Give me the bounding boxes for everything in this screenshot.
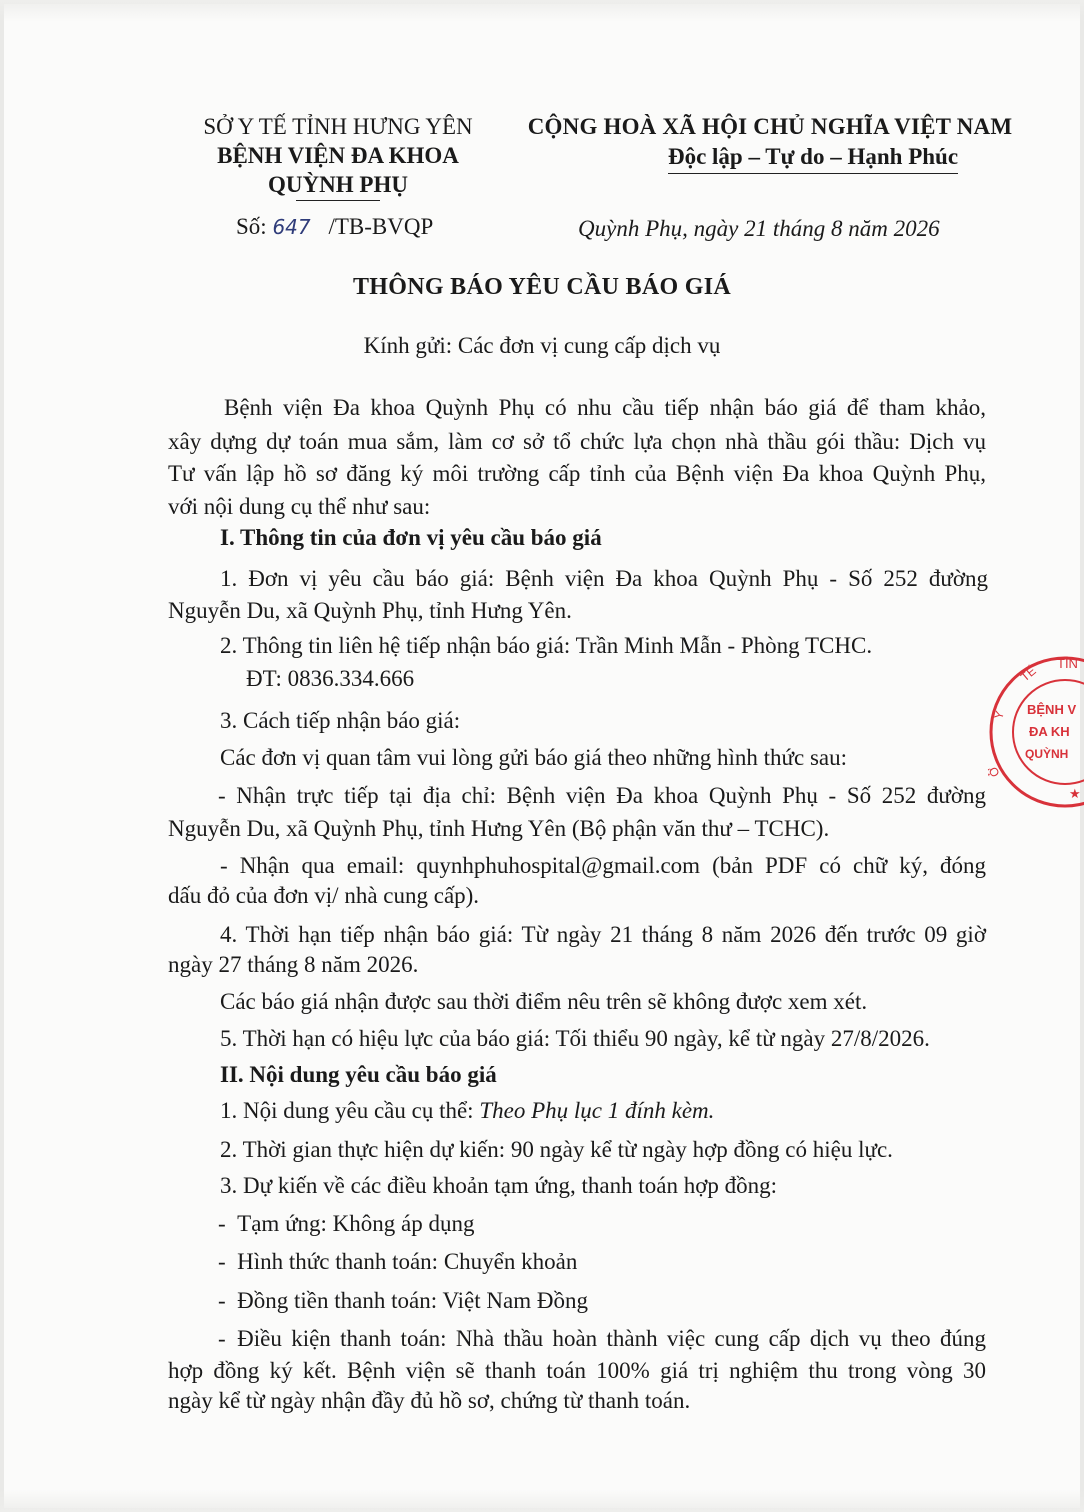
s2-bullet-advance	[218, 1209, 475, 1239]
payment-text-1: Điều kiện thanh toán: Nhà thầu hoàn thành việc cung cấp dịch vụ theo đúng	[237, 1326, 986, 1351]
bullet-dash: -	[218, 1288, 238, 1313]
bullet-dash: -	[218, 1211, 238, 1236]
s2-payment-line1	[218, 1324, 986, 1354]
s1-item2-phone: ĐT: 0836.334.666	[246, 666, 415, 691]
bullet-text: Hình thức thanh toán: Chuyển khoản	[237, 1249, 578, 1274]
section-2-heading: II. Nội dung yêu cầu báo giá	[220, 1062, 497, 1087]
national-header	[505, 112, 1035, 174]
intro-line-3: Tư vấn lập hồ sơ đăng ký môi trường cấp tỉnh của Bệnh viện Đa khoa Quỳnh Phụ,	[168, 461, 986, 486]
s2-item3: 3. Dự kiến về các điều khoản tạm ứng, thanh toán hợp đồng:	[220, 1173, 778, 1198]
stamp-ring-left-3: Ở	[985, 763, 1003, 780]
s1-item4-line1: 4. Thời hạn tiếp nhận báo giá: Từ ngày 21 tháng 8 năm 2026 đến trước 09 giờ	[220, 922, 986, 947]
s2-item2: 2. Thời gian thực hiện dự kiến: 90 ngày kể từ ngày hợp đồng có hiệu lực.	[220, 1137, 893, 1162]
bullet-text: Tạm ứng: Không áp dụng	[237, 1211, 475, 1236]
s1-item4-line2: ngày 27 tháng 8 năm 2026.	[168, 952, 419, 977]
national-motto: Độc lập – Tự do – Hạnh Phúc	[668, 142, 958, 174]
s1-item5: 5. Thời hạn có hiệu lực của báo giá: Tối thiểu 90 ngày, kể từ ngày 27/8/2026.	[220, 1026, 930, 1051]
document-title: THÔNG BÁO YÊU CẦU BÁO GIÁ	[353, 274, 731, 300]
s1-item3-email-line1: - Nhận qua email: quynhphuhospital@gmail.com (bản PDF có chữ ký, đóng	[220, 853, 986, 878]
section-1-heading: I. Thông tin của đơn vị yêu cầu báo giá	[220, 525, 602, 550]
bullet-text: Đồng tiền thanh toán: Việt Nam Đồng	[237, 1288, 588, 1313]
scan-edge-top	[0, 0, 1084, 22]
stamp-ring-top: TỈN	[1057, 656, 1078, 671]
doc-no-handwritten: 647	[272, 215, 311, 239]
date-line: Quỳnh Phụ, ngày 21 tháng 8 năm 2026	[578, 216, 940, 241]
s1-item1-line2: Nguyễn Du, xã Quỳnh Phụ, tỉnh Hưng Yên.	[168, 598, 572, 623]
s1-item3-email-line2: dấu đỏ của đơn vị/ nhà cung cấp).	[168, 883, 480, 908]
intro-line-1: Bệnh viện Đa khoa Quỳnh Phụ có nhu cầu tiếp nhận báo giá để tham khảo,	[224, 395, 986, 420]
s1-item3-direct-line1: - Nhận trực tiếp tại địa chỉ: Bệnh viện Đa khoa Quỳnh Phụ - Số 252 đường	[218, 783, 986, 808]
doc-no-suffix: /TB-BVQP	[328, 214, 434, 239]
stamp-text-1: BỆNH V	[1027, 702, 1077, 717]
doc-no-prefix: Số:	[236, 214, 267, 239]
intro-line-4: với nội dung cụ thể như sau:	[168, 494, 431, 519]
s2-item1-value: Theo Phụ lục 1 đính kèm.	[479, 1098, 715, 1123]
issuer-hospital: BỆNH VIỆN ĐA KHOA	[217, 143, 459, 168]
stamp-star-icon: ★	[1069, 787, 1081, 802]
stamp-text-2: ĐA KH	[1029, 724, 1070, 739]
s2-bullet-currency	[218, 1286, 588, 1316]
scan-edge-bottom	[0, 1490, 1084, 1512]
intro-line-2: xây dựng dự toán mua sắm, làm cơ sở tổ chức lựa chọn nhà thầu gói thầu: Dịch vụ	[168, 429, 986, 454]
s2-payment-line2: hợp đồng ký kết. Bệnh viện sẽ thanh toán 100% giá trị nghiệm thu trong vòng 30	[168, 1358, 986, 1383]
s1-item1-line1: 1. Đơn vị yêu cầu báo giá: Bệnh viện Đa khoa Quỳnh Phụ - Số 252 đường	[220, 566, 988, 591]
document-number	[236, 212, 433, 242]
s2-item1	[220, 1096, 714, 1126]
stamp-ring-left-2: Y	[991, 709, 1007, 721]
issuer-underline	[296, 200, 380, 201]
bullet-dash: -	[218, 1249, 238, 1274]
stamp-text-3: QUỲNH	[1025, 747, 1069, 761]
issuer-org: SỞ Y TẾ TỈNH HƯNG YÊN	[203, 114, 473, 139]
s2-payment-line3: ngày kể từ ngày nhận đầy đủ hồ sơ, chứng từ thanh toán.	[168, 1388, 691, 1413]
official-red-stamp	[985, 652, 1084, 812]
stamp-ring-left-1: TẾ	[1017, 663, 1039, 685]
s2-item1-prefix: 1. Nội dung yêu cầu cụ thể:	[220, 1098, 474, 1123]
s1-item3-intro: Các đơn vị quan tâm vui lòng gửi báo giá theo những hình thức sau:	[220, 745, 848, 770]
s1-item4-note: Các báo giá nhận được sau thời điểm nêu trên sẽ không được xem xét.	[220, 989, 868, 1014]
s1-item3: 3. Cách tiếp nhận báo giá:	[220, 708, 461, 733]
bullet-dash: -	[218, 1326, 238, 1351]
s2-bullet-method	[218, 1247, 577, 1277]
recipient-line: Kính gửi: Các đơn vị cung cấp dịch vụ	[363, 333, 721, 358]
issuer-hospital-line2: QUỲNH PHỤ	[268, 172, 408, 197]
national-title: CỘNG HOÀ XÃ HỘI CHỦ NGHĨA VIỆT NAM	[527, 114, 1013, 139]
issuer-header	[178, 112, 498, 201]
s1-item2-line1: 2. Thông tin liên hệ tiếp nhận báo giá: Trần Minh Mẫn - Phòng TCHC.	[220, 633, 873, 658]
s1-item3-direct-line2: Nguyễn Du, xã Quỳnh Phụ, tỉnh Hưng Yên (Bộ phận văn thư – TCHC).	[168, 816, 830, 841]
